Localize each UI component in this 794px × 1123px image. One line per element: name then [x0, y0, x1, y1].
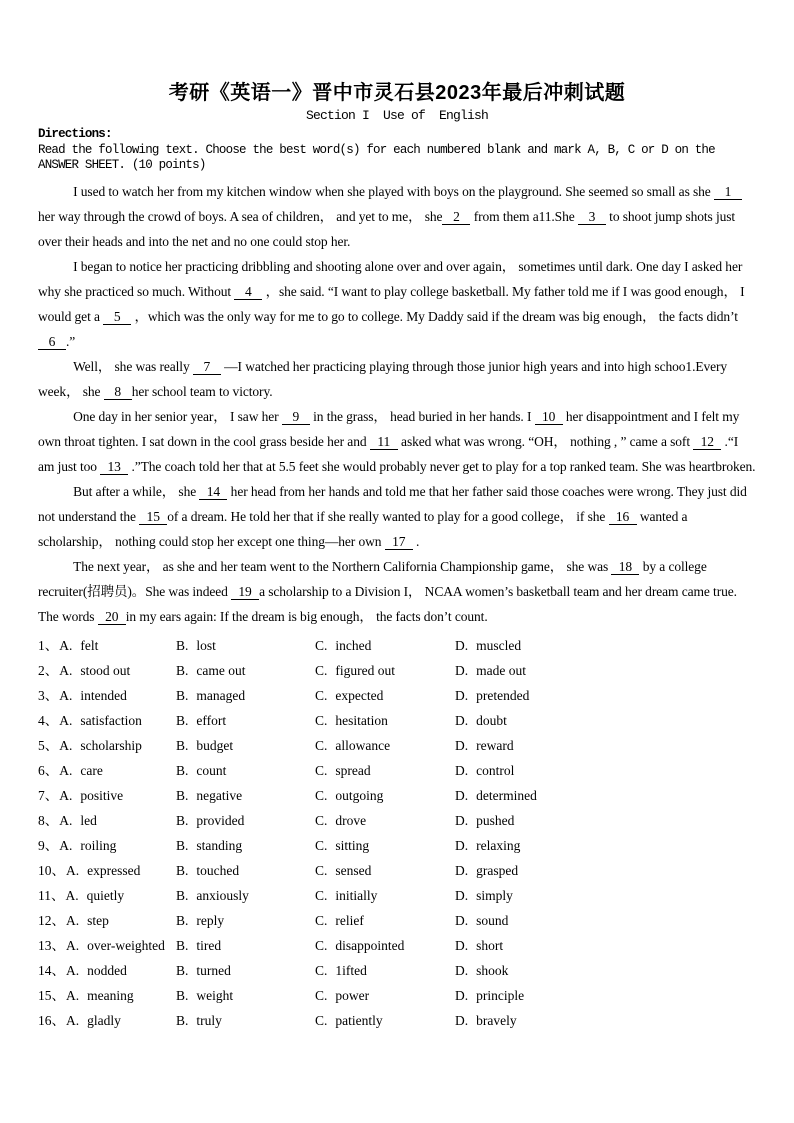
option-b-text: weight [196, 987, 234, 1003]
question-row [38, 808, 756, 833]
option-b-text: anxiously [196, 887, 249, 903]
option-d-label: D. [455, 637, 469, 653]
question-option-b [176, 958, 315, 983]
question-option-c [315, 933, 455, 958]
passage [38, 179, 756, 629]
question-number: 11、 [38, 887, 65, 903]
question-option-c [315, 733, 455, 758]
page-title: 考研《英语一》晋中市灵石县2023年最后冲刺试题 [168, 82, 626, 104]
question-number: 13、 [38, 937, 65, 953]
question-option-b [176, 783, 315, 808]
question-list [38, 633, 756, 1033]
option-b-text: turned [196, 962, 231, 978]
question-row [38, 908, 756, 933]
question-option-b [176, 708, 315, 733]
option-b-text: came out [196, 662, 246, 678]
option-d-text: simply [476, 887, 513, 903]
section-heading: Section I Use of English [305, 108, 489, 123]
question-option-b [176, 908, 315, 933]
option-b-label: B. [176, 887, 189, 903]
option-d-text: pushed [476, 812, 515, 828]
question-number: 14、 [38, 962, 65, 978]
option-d-text: pretended [476, 687, 530, 703]
option-a-text: meaning [87, 987, 134, 1003]
question-option-b [176, 1008, 315, 1033]
blank-7: 7 [193, 360, 221, 375]
question-option-c [315, 708, 455, 733]
question-option-a [38, 683, 176, 708]
option-a-label: A. [59, 712, 73, 728]
question-option-a [38, 708, 176, 733]
option-c-text: expected [335, 687, 384, 703]
option-a-text: felt [80, 637, 99, 653]
question-number: 7、 [38, 787, 59, 803]
option-d-text: doubt [476, 712, 507, 728]
question-number: 1、 [38, 637, 59, 653]
directions-label: Directions: [38, 127, 112, 141]
question-option-c [315, 883, 455, 908]
option-c-text: sensed [335, 862, 372, 878]
option-c-text: 1ifted [335, 962, 367, 978]
option-a-label: A. [59, 837, 73, 853]
blank-3: 3 [578, 210, 606, 225]
option-d-label: D. [455, 962, 469, 978]
option-b-label: B. [176, 787, 189, 803]
blank-11: 11 [370, 435, 398, 450]
question-option-a [38, 733, 176, 758]
directions-text: Read the following text. Choose the best word(s) for each numbered blank and mark A, B, C or D on the ANSWER SHEET. (10 points) [38, 142, 715, 172]
option-a-label: A. [66, 937, 80, 953]
option-d-text: made out [476, 662, 526, 678]
question-row [38, 708, 756, 733]
question-option-b [176, 633, 315, 658]
option-a-label: A. [66, 962, 80, 978]
option-d-text: reward [476, 737, 514, 753]
option-a-label: A. [59, 687, 73, 703]
question-number: 5、 [38, 737, 59, 753]
option-a-text: step [87, 912, 109, 928]
option-b-text: effort [196, 712, 227, 728]
option-b-label: B. [176, 662, 189, 678]
question-option-b [176, 683, 315, 708]
blank-13: 13 [100, 460, 128, 475]
question-option-c [315, 858, 455, 883]
blank-8: 8 [104, 385, 132, 400]
question-row [38, 958, 756, 983]
question-row [38, 983, 756, 1008]
option-d-label: D. [455, 662, 469, 678]
question-option-b [176, 883, 315, 908]
option-d-text: principle [476, 987, 525, 1003]
option-d-label: D. [455, 787, 469, 803]
option-c-label: C. [315, 987, 328, 1003]
question-row [38, 633, 756, 658]
option-b-text: budget [196, 737, 234, 753]
question-option-a [38, 658, 176, 683]
blank-16: 16 [609, 510, 637, 525]
question-row [38, 783, 756, 808]
option-c-label: C. [315, 812, 328, 828]
question-number: 3、 [38, 687, 59, 703]
option-a-label: A. [59, 762, 73, 778]
option-d-label: D. [455, 737, 469, 753]
question-option-b [176, 983, 315, 1008]
question-option-d [455, 1008, 756, 1033]
question-option-a [38, 808, 176, 833]
question-option-d [455, 633, 756, 658]
option-b-label: B. [176, 937, 189, 953]
passage-paragraph: The next year， as she and her team went to the Northern California Championship game， she was 18 by a college recruiter(招聘员)。She was indeed 19 a scholarship to a Division I， NCAA women’s basketball team and her dream came true. The words 20 in my ears again: If the dream is big enough， the facts don’t count. [38, 558, 737, 624]
option-b-label: B. [176, 962, 189, 978]
option-c-text: allowance [335, 737, 391, 753]
option-b-label: B. [176, 912, 189, 928]
option-a-text: stood out [80, 662, 131, 678]
question-option-a [38, 983, 176, 1008]
option-d-label: D. [455, 687, 469, 703]
option-c-text: drove [335, 812, 367, 828]
option-b-text: managed [196, 687, 246, 703]
blank-10: 10 [535, 410, 563, 425]
option-d-text: control [476, 762, 515, 778]
option-d-text: bravely [476, 1012, 517, 1028]
option-c-text: patiently [335, 1012, 383, 1028]
question-option-d [455, 858, 756, 883]
option-c-label: C. [315, 762, 328, 778]
question-option-d [455, 708, 756, 733]
directions [38, 127, 756, 174]
question-option-d [455, 783, 756, 808]
option-d-label: D. [455, 812, 469, 828]
option-c-label: C. [315, 637, 328, 653]
option-a-text: roiling [80, 837, 117, 853]
option-d-label: D. [455, 912, 469, 928]
option-c-label: C. [315, 837, 328, 853]
question-number: 6、 [38, 762, 59, 778]
passage-paragraph: But after a while， she 14 her head from her hands and told me that her father said those coaches were wrong. They just did not understand the 15 of a dream. He told her that if she really wanted to play for a good college， if she 16 wanted a scholarship， nothing could stop her except one thing—her own 17 . [38, 483, 747, 549]
question-number: 16、 [38, 1012, 65, 1028]
blank-19: 19 [231, 585, 259, 600]
option-b-label: B. [176, 837, 189, 853]
question-option-a [38, 633, 176, 658]
question-row [38, 733, 756, 758]
question-option-b [176, 933, 315, 958]
option-d-text: determined [476, 787, 537, 803]
option-d-text: grasped [476, 862, 519, 878]
option-a-text: expressed [87, 862, 141, 878]
option-c-text: power [335, 987, 370, 1003]
blank-5: 5 [103, 310, 131, 325]
option-d-label: D. [455, 712, 469, 728]
question-option-b [176, 758, 315, 783]
blank-4: 4 [234, 285, 262, 300]
option-a-label: A. [59, 662, 73, 678]
question-option-d [455, 683, 756, 708]
question-number: 12、 [38, 912, 65, 928]
question-option-a [38, 958, 176, 983]
question-row [38, 658, 756, 683]
question-row [38, 933, 756, 958]
option-b-label: B. [176, 762, 189, 778]
passage-paragraph: Well， she was really 7 —I watched her practicing playing through those junior high years and into high schoo1.Every week， she 8 her school team to victory. [38, 358, 728, 399]
option-c-text: inched [335, 637, 372, 653]
option-d-label: D. [455, 987, 469, 1003]
option-a-text: nodded [87, 962, 127, 978]
blank-12: 12 [693, 435, 721, 450]
option-d-label: D. [455, 937, 469, 953]
option-d-label: D. [455, 862, 469, 878]
question-number: 2、 [38, 662, 59, 678]
option-c-label: C. [315, 787, 328, 803]
question-option-a [38, 783, 176, 808]
option-a-label: A. [66, 862, 80, 878]
question-row [38, 858, 756, 883]
option-a-text: led [80, 812, 97, 828]
option-b-label: B. [176, 862, 189, 878]
option-b-label: B. [176, 637, 189, 653]
option-d-label: D. [455, 762, 469, 778]
option-a-text: care [80, 762, 103, 778]
question-option-d [455, 833, 756, 858]
option-c-text: disappointed [335, 937, 405, 953]
option-a-text: quietly [86, 887, 125, 903]
option-c-text: initially [335, 887, 378, 903]
blank-18: 18 [611, 560, 639, 575]
question-number: 15、 [38, 987, 65, 1003]
option-c-label: C. [315, 737, 328, 753]
option-a-label: A. [66, 987, 80, 1003]
blank-1: 1 [714, 185, 742, 200]
question-number: 4、 [38, 712, 59, 728]
option-d-label: D. [455, 837, 469, 853]
option-d-label: D. [455, 1012, 469, 1028]
question-option-c [315, 758, 455, 783]
option-c-label: C. [315, 912, 328, 928]
question-option-c [315, 833, 455, 858]
question-number: 9、 [38, 837, 59, 853]
question-option-b [176, 808, 315, 833]
option-b-text: tired [196, 937, 222, 953]
question-option-a [38, 908, 176, 933]
option-a-label: A. [59, 787, 73, 803]
question-row [38, 1008, 756, 1033]
passage-paragraph: I used to watch her from my kitchen window when she played with boys on the playground. She seemed so small as she 1her way through the crowd of boys. A sea of children， and yet to me， she 2 from them a11.She 3 to shoot jump shots just over their heads and into the net and no one could stop her. [38, 179, 756, 254]
option-a-text: over-weighted [87, 937, 165, 953]
question-number: 8、 [38, 812, 59, 828]
option-c-label: C. [315, 687, 328, 703]
option-d-text: relaxing [476, 837, 521, 853]
question-option-c [315, 783, 455, 808]
option-c-label: C. [315, 937, 328, 953]
question-option-d [455, 808, 756, 833]
question-option-c [315, 1008, 455, 1033]
option-b-label: B. [176, 687, 189, 703]
option-c-text: relief [335, 912, 364, 928]
option-c-text: spread [335, 762, 371, 778]
question-option-d [455, 883, 756, 908]
option-c-label: C. [315, 1012, 328, 1028]
question-option-a [38, 758, 176, 783]
option-a-label: A. [59, 737, 73, 753]
option-a-label: A. [59, 637, 73, 653]
option-d-text: short [476, 937, 504, 953]
question-option-b [176, 733, 315, 758]
question-option-b [176, 858, 315, 883]
question-row [38, 758, 756, 783]
option-c-label: C. [315, 712, 328, 728]
option-c-text: hesitation [335, 712, 388, 728]
passage-paragraph: I began to notice her practicing dribbling and shooting alone over and over again， sometimes until dark. One day I asked her why she practiced so much. Without 4 ，she said. “I want to play college basketball. My father told me if I was good enough， I would get a 5 ，which was the only way for me to go to college. My Daddy said if the dream was big enough， the facts didn’t 6 .” [38, 258, 745, 349]
blank-20: 20 [98, 610, 126, 625]
question-option-a [38, 933, 176, 958]
option-b-text: standing [196, 837, 243, 853]
question-row [38, 883, 756, 908]
option-a-text: positive [80, 787, 124, 803]
question-option-c [315, 958, 455, 983]
question-row [38, 683, 756, 708]
option-b-text: negative [196, 787, 243, 803]
question-option-d [455, 733, 756, 758]
passage-paragraph: One day in her senior year， I saw her 9 in the grass， head buried in her hands. I 10 her disappointment and I felt my own throat tighten. I sat down in the cool grass beside her and 11 asked what was wrong. “OH， nothing , ” came a soft 12 .“I am just too 13 .”The coach told her that at 5.5 feet she would probably never get to play for a top ranked team. She was heartbroken. [38, 408, 756, 474]
option-b-label: B. [176, 987, 189, 1003]
blank-14: 14 [199, 485, 227, 500]
option-c-text: sitting [335, 837, 370, 853]
blank-15: 15 [139, 510, 167, 525]
blank-9: 9 [282, 410, 310, 425]
option-b-text: lost [196, 637, 216, 653]
option-c-label: C. [315, 862, 328, 878]
option-a-label: A. [66, 912, 80, 928]
option-b-label: B. [176, 712, 189, 728]
option-d-text: shook [476, 962, 509, 978]
question-option-c [315, 658, 455, 683]
question-option-d [455, 658, 756, 683]
option-c-label: C. [315, 962, 328, 978]
option-b-text: count [196, 762, 227, 778]
option-a-label: A. [59, 812, 73, 828]
option-b-text: reply [196, 912, 225, 928]
blank-2: 2 [442, 210, 470, 225]
question-row [38, 833, 756, 858]
option-a-text: scholarship [80, 737, 142, 753]
question-option-c [315, 908, 455, 933]
option-d-label: D. [455, 887, 469, 903]
option-b-label: B. [176, 737, 189, 753]
option-c-text: figured out [335, 662, 396, 678]
question-number: 10、 [38, 862, 65, 878]
option-a-text: gladly [87, 1012, 121, 1028]
question-option-b [176, 658, 315, 683]
question-option-b [176, 833, 315, 858]
option-b-label: B. [176, 812, 189, 828]
question-option-a [38, 1008, 176, 1033]
question-option-d [455, 908, 756, 933]
blank-17: 17 [385, 535, 413, 550]
question-option-c [315, 683, 455, 708]
option-a-label: A. [65, 887, 79, 903]
option-a-text: intended [80, 687, 127, 703]
option-a-label: A. [66, 1012, 80, 1028]
question-option-c [315, 983, 455, 1008]
question-option-a [38, 833, 176, 858]
option-b-text: touched [196, 862, 240, 878]
question-option-d [455, 933, 756, 958]
option-d-text: muscled [476, 637, 522, 653]
question-option-a [38, 858, 176, 883]
option-b-label: B. [176, 1012, 189, 1028]
question-option-d [455, 958, 756, 983]
option-c-label: C. [315, 887, 328, 903]
option-a-text: satisfaction [80, 712, 142, 728]
option-b-text: provided [196, 812, 245, 828]
question-option-c [315, 633, 455, 658]
question-option-c [315, 808, 455, 833]
option-d-text: sound [476, 912, 509, 928]
blank-6: 6 [38, 335, 66, 350]
question-option-d [455, 983, 756, 1008]
question-option-a [38, 883, 176, 908]
question-option-d [455, 758, 756, 783]
option-b-text: truly [196, 1012, 222, 1028]
option-c-text: outgoing [335, 787, 384, 803]
option-c-label: C. [315, 662, 328, 678]
